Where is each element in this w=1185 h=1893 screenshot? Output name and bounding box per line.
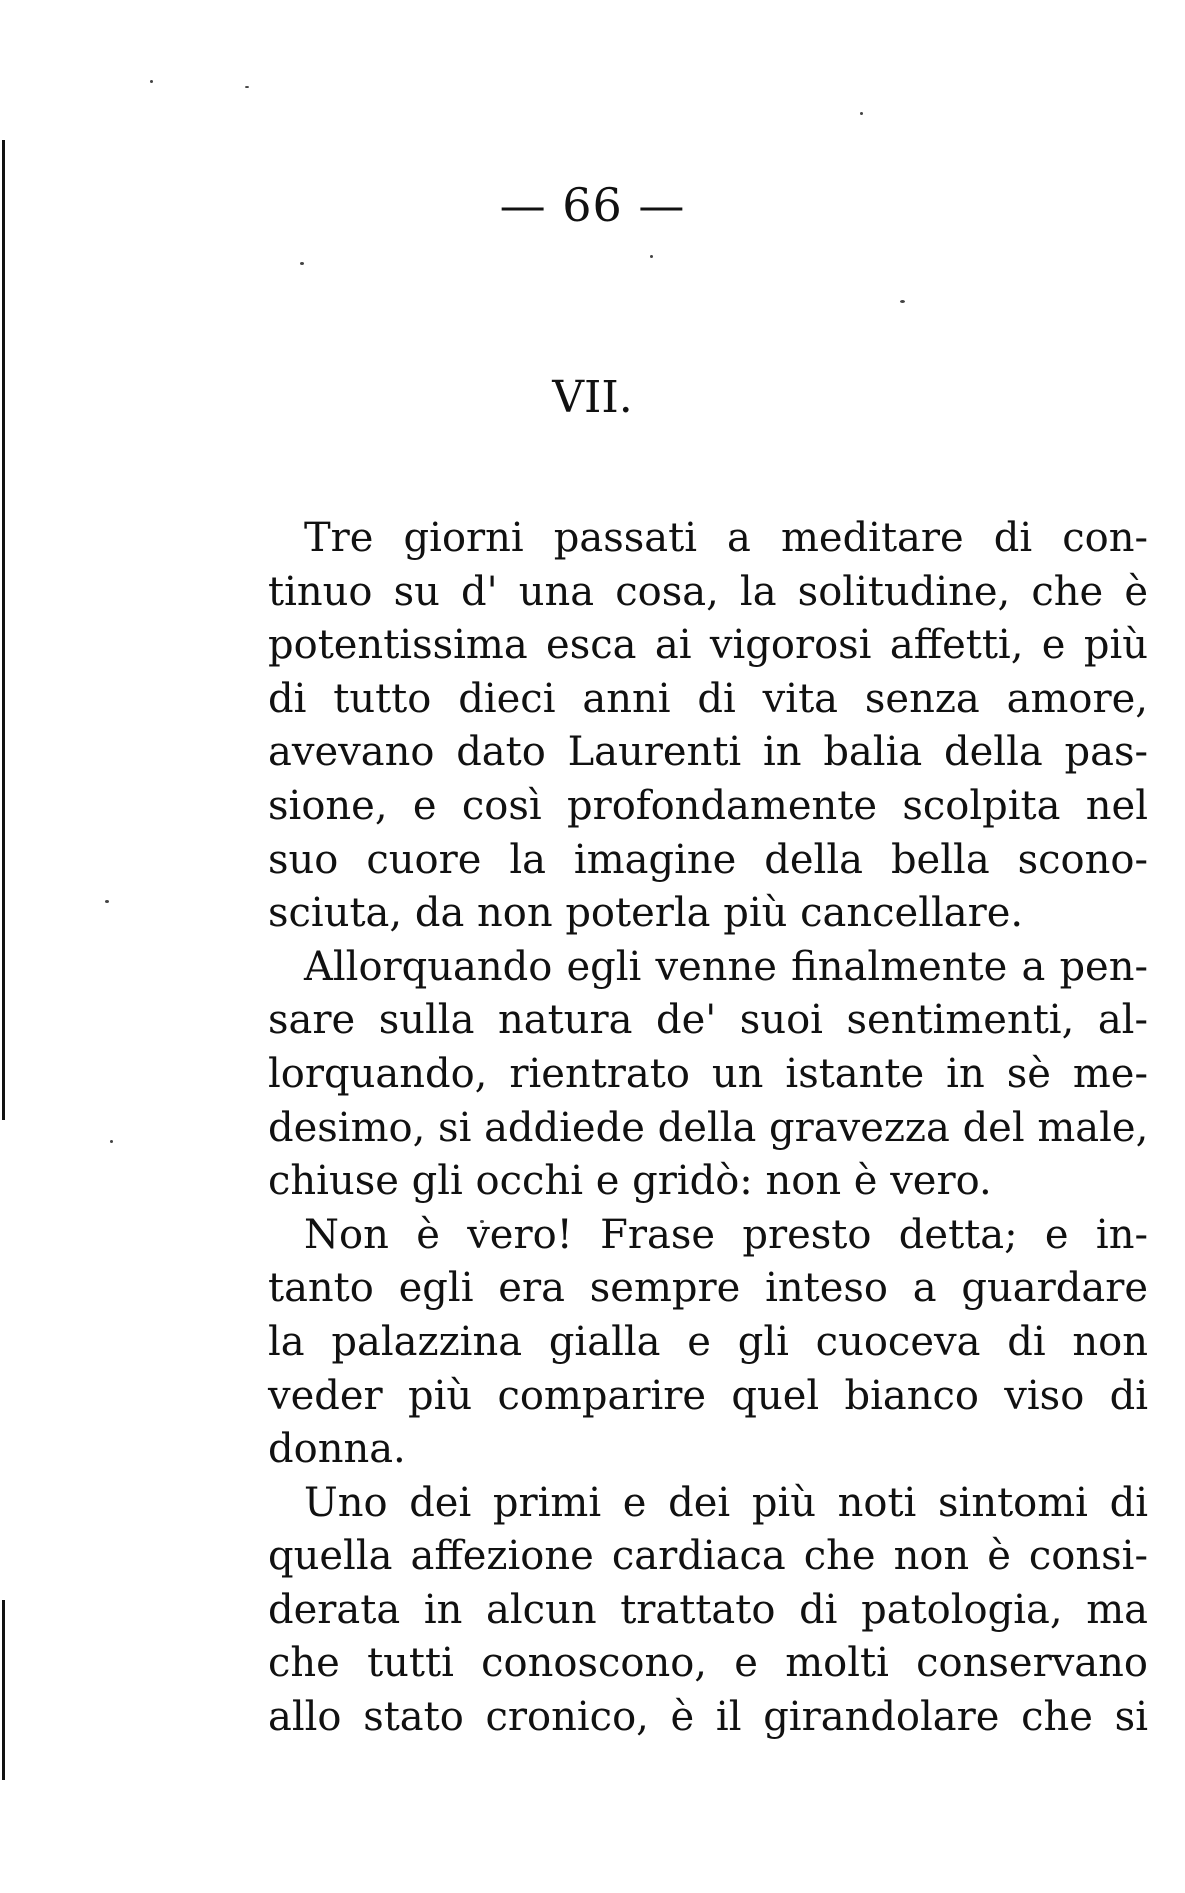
- text-line: sciuta, da non poterla più cancellare.: [268, 890, 1024, 937]
- text-line: desimo, si addiede della gravezza del male,: [268, 1104, 1149, 1151]
- text-line: Tre giorni passati a meditare di con-: [304, 515, 1148, 561]
- print-speck: [105, 900, 109, 903]
- text-line: lorquando, rientrato un istante in sè me-: [268, 1050, 1148, 1097]
- text-line: avevano dato Laurenti in balia della pas-: [268, 729, 1148, 776]
- print-speck: [150, 80, 153, 83]
- text-line: Non è vero! Frase presto detta; e in-: [304, 1211, 1148, 1258]
- text-line: sare sulla natura de' suoi sentimenti, al-: [268, 997, 1148, 1044]
- print-speck: [900, 300, 905, 303]
- text-line: allo stato cronico, è il girandolare che si: [268, 1694, 1148, 1741]
- text-line: quella affezione cardiaca che non è consi-: [268, 1533, 1148, 1580]
- text-line: tanto egli era sempre inteso a guardare: [268, 1265, 1148, 1312]
- page-edge-shadow: [2, 140, 5, 1120]
- page-number: — 66 —: [499, 178, 686, 232]
- print-speck: [860, 112, 863, 115]
- text-line: donna.: [268, 1426, 406, 1473]
- text-line: derata in alcun trattato di patologia, ma: [268, 1586, 1148, 1633]
- text-line: Allorquando egli venne finalmente a pen-: [304, 943, 1148, 990]
- text-line: che tutti conoscono, e molti conservano: [268, 1640, 1148, 1687]
- page-edge-shadow-lower: [2, 1600, 5, 1780]
- text-line: sione, e così profondamente scolpita nel: [268, 782, 1148, 829]
- print-speck: [300, 262, 304, 265]
- print-speck: [110, 1140, 113, 1143]
- text-line: di tutto dieci anni di vita senza amore,: [268, 675, 1148, 722]
- print-speck: [650, 255, 653, 258]
- text-line: tinuo su d' una cosa, la solitudine, che è: [268, 568, 1148, 615]
- text-line: potentissima esca ai vigorosi affetti, e più: [268, 622, 1148, 669]
- text-line: Uno dei primi e dei più noti sintomi di: [304, 1479, 1148, 1526]
- text-line: veder più comparire quel bianco viso di: [268, 1372, 1148, 1419]
- text-line: chiuse gli occhi e gridò: non è vero.: [268, 1158, 992, 1205]
- text-line: la palazzina gialla e gli cuoceva di non: [268, 1318, 1148, 1365]
- text-line: suo cuore la imagine della bella scono-: [268, 836, 1148, 883]
- body-text: [268, 512, 1148, 1745]
- print-speck: [245, 86, 249, 88]
- chapter-heading: VII.: [552, 372, 633, 423]
